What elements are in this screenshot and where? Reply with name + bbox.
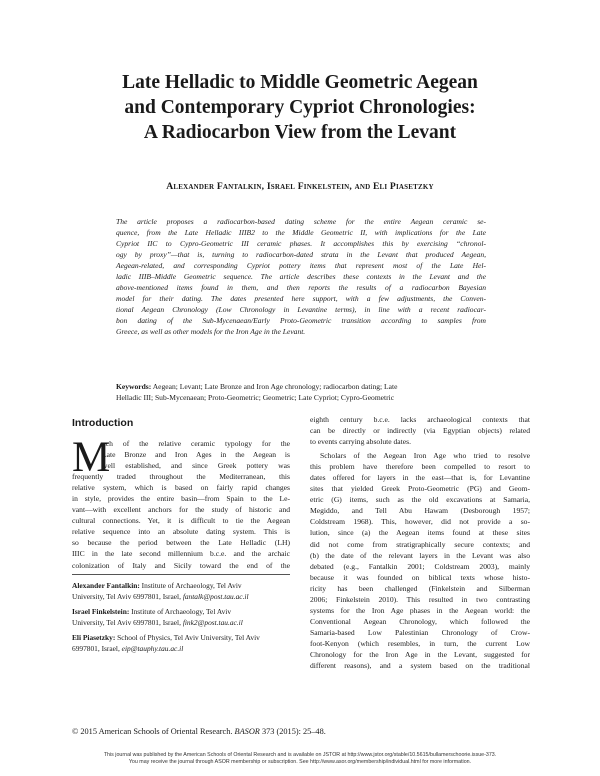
affiliation-name: Alexander Fantalkin: [72,581,140,590]
footer-line: This journal was published by the American Schools of Oriental Research and is available on JSTOR at http://www.jstor.org/stable/10.5615/bullamerschoorie.issue-373. [103,752,497,758]
drop-cap: M [72,434,111,481]
body-line: Coldstream 1968). This, however, did not provide a so- [310,517,530,527]
body-paragraph [310,450,530,671]
body-line: Chronology for the Iron Age in the Levant, suggested for [310,649,530,659]
affiliation-entry [72,580,290,602]
body-line: Late Bronze and Iron Ages in the Aegean is [102,450,290,460]
body-line: relative sequence into an absolute dating system. This is [72,527,290,537]
body-line: foot-Kenyon (which resembles, in turn, the current Low [310,638,530,648]
body-line: etric (G) items, such as the old excavations at Samaria, [310,495,530,505]
affiliation-line [72,606,290,617]
body-line: sites that yielded Greek Proto-Geometric (PG) and Geom- [310,484,530,494]
right-column [310,414,530,671]
affiliation-text: University, Tel Aviv 6997801, Israel, [72,592,183,601]
article-title [40,70,560,145]
body-line: 2006; Finkelstein 2010). This resulted in two contrasting [310,594,530,604]
abstract-line: above-mentioned items found in them, and then reports the results of a radiocarbon Bayesian [116,283,486,293]
footnote-divider [72,574,290,575]
affiliation-entry [72,606,290,628]
affiliation-text: 6997801, Israel, [72,644,122,653]
body-line: Scholars of the Aegean Iron Age who tried to resolve [320,451,530,461]
affiliation-line [72,591,290,602]
body-line: this problem have therefore been compelled to resort to [310,462,530,472]
body-line: did not come from stratigraphically secure contexts; and [310,539,530,549]
body-line: systems for the Iron Age phases in the Aegean world: the [310,605,530,615]
body-line: ricity has been challenged (Finkelstein and Silberman [310,583,530,593]
citation-text: 373 (2015): 25–48. [259,727,326,736]
footer-line: You may receive the journal through ASOR membership or subscription. See http://www.asor.org/membership/individual.html for more information. [128,759,472,765]
keywords-text: Aegean; Levant; Late Bronze and Iron Age chronology; radiocarbon dating; Late [151,382,398,391]
affiliation-line [72,643,290,654]
left-column [72,414,290,571]
body-line: debated (e.g., Fantalkin 2001; Coldstream 2003), mainly [310,561,530,571]
body-line: colonization of Italy and Sicily toward the end of the [72,560,290,570]
abstract-line: Greece, as well as other models for the Iron Age in the Levant. [116,327,306,337]
body-line: dates offered for layers in the east—that is, for Levantine [310,473,530,483]
affiliation-email: fantalk@post.tau.ac.il [182,592,249,601]
affiliation-email: fink2@post.tau.ac.il [182,618,243,627]
body-line: eighth century b.c.e. lacks archaeological contexts that [310,415,530,424]
copyright-line [72,727,326,736]
section-heading: Introduction [72,417,134,429]
abstract-line: Aegean-related, and corresponding Cypriot pottery items that represent most of the Late Hel- [116,261,486,271]
keywords-label: Keywords: [116,382,152,391]
body-line: cultural connections. Yet, it is difficult to tie the Aegean [72,516,290,526]
body-line: (b) the date of the relevant layers in the Levant was also [310,550,530,560]
body-line: so because the period between the Late Helladic (LH) [72,538,290,548]
body-line: because it was founded on biblical texts whose histo- [310,572,530,582]
body-line: vant—with excellent anchors for the study of historic and [72,505,290,515]
title-line: Late Helladic to Middle Geometric Aegean [122,72,478,93]
abstract-line: ogy by proxy”—that is, turning to radiocarbon-dated strata in the Levant that produced Aegean, [116,250,486,260]
abstract [116,216,486,338]
body-line: in style, provides the entire basin—from Spain to the Le- [72,494,290,504]
body-line: to events carrying absolute dates. [310,437,412,447]
affiliation-line [72,580,290,591]
affiliation-entry [72,632,290,654]
affiliation-name: Eli Piasetzky: [72,633,116,642]
body-line: different reasons), and a system based on the traditional [310,661,530,671]
abstract-line: ladic IIIB–Middle Geometric sequence. The article describes these contexts in the Levant and the [116,272,486,282]
body-line: Megiddo, and Tell Abu Hawam (Desborough 1957; [310,506,530,516]
abstract-line: bon dating of the Sub-Mycenaean/Early Proto-Geometric transition according to samples from [116,316,486,326]
body-line: Conventional Aegean Chronology, which followed the [310,616,530,626]
keywords-line [116,381,486,392]
affiliation-email: eip@tauphy.tau.ac.il [121,644,184,653]
author-list: Alexander Fantalkin, Israel Finkelstein, and Eli Piasetzky [166,181,434,192]
title-line: A Radiocarbon View from the Levant [143,122,457,143]
keywords [116,381,486,403]
body-line: IIIC in the late second millennium b.c.e. and the archaic [72,549,290,559]
body-line: lution, since (a) the Aegean items found at these sites [310,528,530,538]
affiliation-name: Israel Finkelstein: [72,607,130,616]
abstract-line: Cypriot IIC to Cypro-Geometric III ceramic phases. It accomplishes this by exercising “chronol- [116,239,486,249]
affiliation-text: School of Physics, Tel Aviv University, Tel Aviv [115,633,260,642]
journal-name: BASOR [234,727,260,736]
abstract-line: model for their dating. The dates presented here support, with a few adjustments, the Conven- [116,294,486,304]
affiliation-text: University, Tel Aviv 6997801, Israel, [72,618,183,627]
affiliation-line [72,632,290,643]
abstract-line: quence, from the Late Helladic IIIB2 to the Middle Geometric II, with implications for the Late [116,228,486,238]
body-line: can be directly or indirectly (via Egyptian objects) related [310,426,530,436]
copyright-text: © 2015 American Schools of Oriental Research. [72,727,235,736]
body-line: frequently traded throughout the Mediterranean, this [72,472,290,482]
affiliation-text: Institute of Archaeology, Tel Aviv [129,607,232,616]
abstract-line: The article proposes a radiocarbon-based dating scheme for the entire Aegean ceramic se- [116,217,486,226]
body-line: relative system, which is based on fairly rapid changes [72,483,290,493]
body-line: Samaria-based Low Palestinian Chronology of Crow- [310,627,530,637]
intro-paragraph [72,434,290,571]
title-line: and Contemporary Cypriot Chronologies: [124,97,476,118]
body-line: uch of the relative ceramic typology for the [102,439,290,448]
body-line: well established, and since Greek pottery was [102,461,290,471]
affiliation-text: Institute of Archaeology, Tel Aviv [139,581,242,590]
keywords-line: Helladic III; Sub-Mycenaean; Proto-Geometric; Geometric; Late Cypriot; Cypro-Geometric [116,393,395,403]
abstract-line: tional Aegean Chronology (Low Chronology in Levantine terms), in line with a recent radiocar- [116,305,486,315]
author-affiliations [72,580,290,658]
jstor-footer [0,752,600,766]
body-paragraph [310,414,530,447]
affiliation-line [72,617,290,628]
